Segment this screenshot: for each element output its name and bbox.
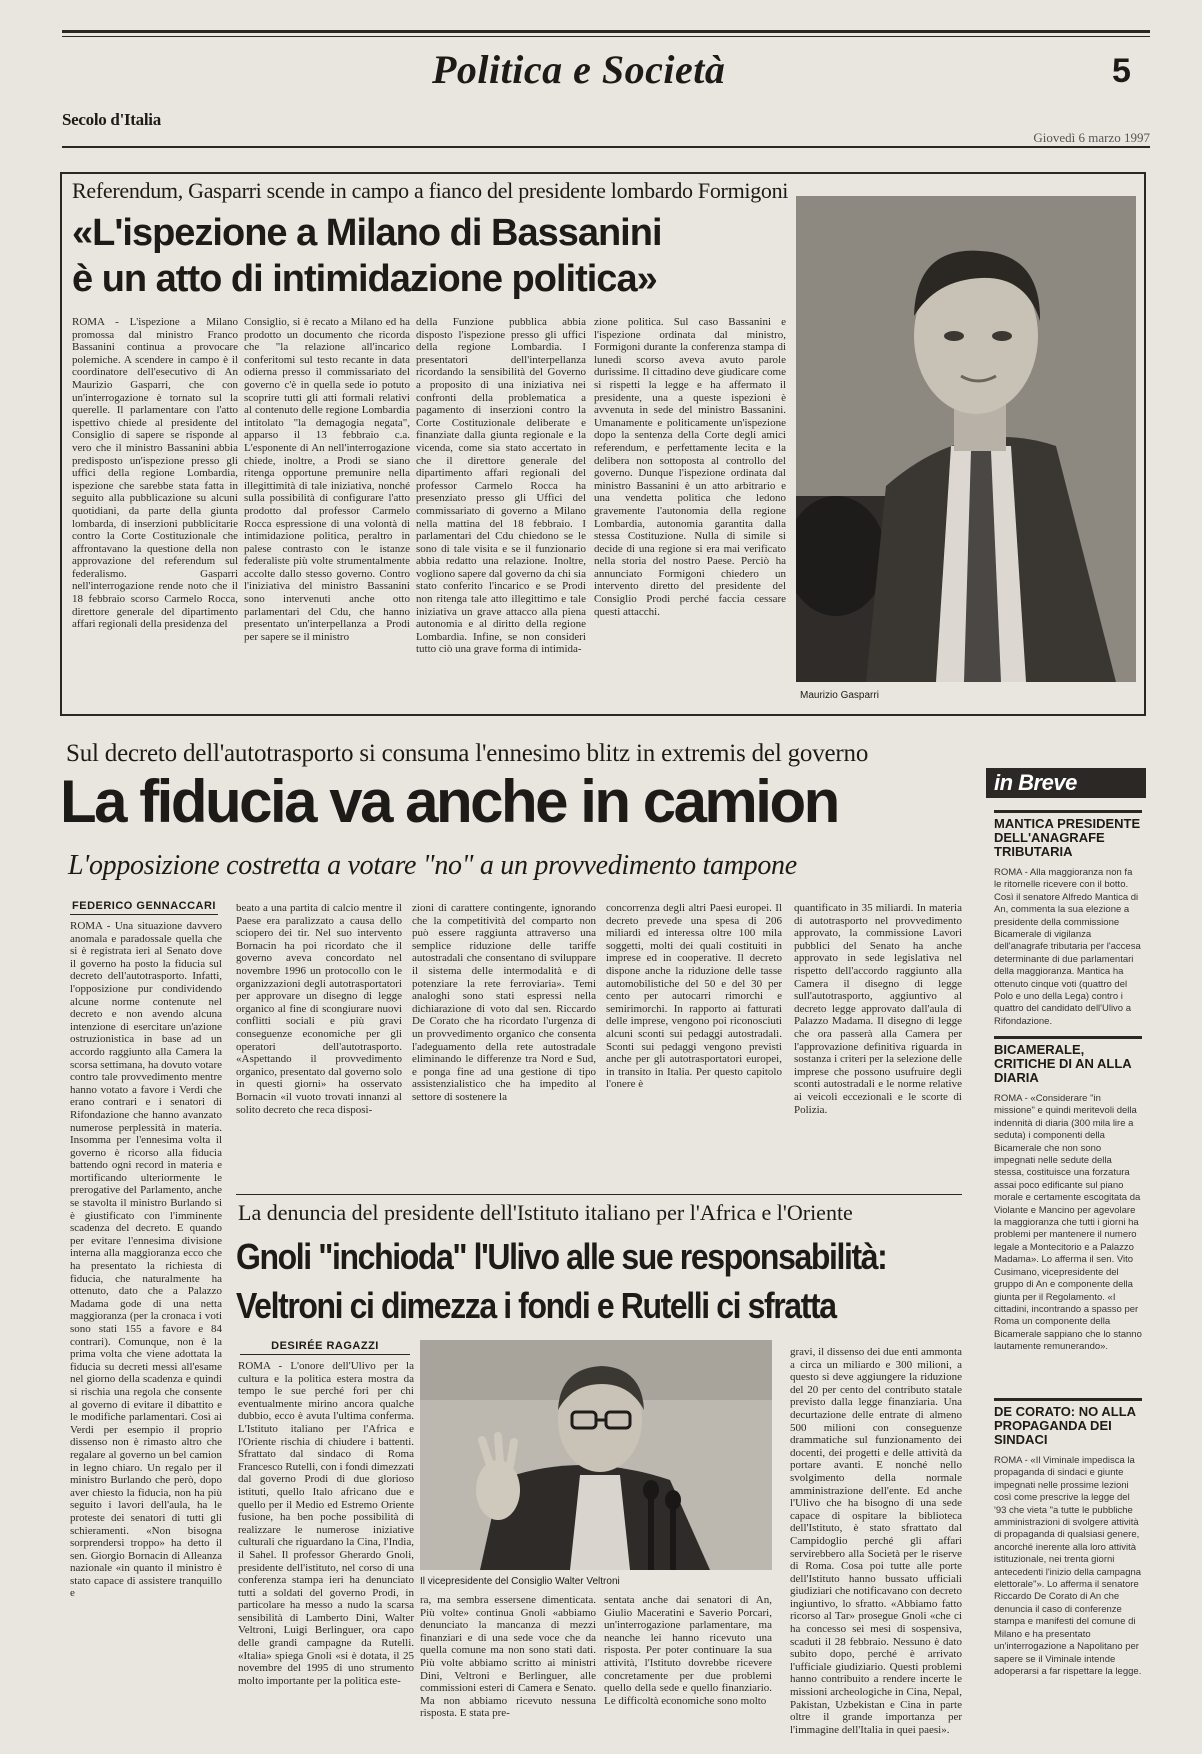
gasparri-photo-caption: Maurizio Gasparri — [800, 690, 879, 701]
article1-col3: della Funzione pubblica abbia disposto l'ispezione presso gli uffici della regione Lombardia. I presentatori dell'interpellanza ricordando la sensibilità del Governo a proposito di una iniziativa nei confronti della problematica a pagamento di inserzioni contro la Corte Costituzionale deliberate e finanziate dalla giunta regionale e la vicenda, come sia stato accertato in che il direttore generale del dipartimento affari regionali del professor Carmelo Rocca ha presenziato presso gli Uffici del commissariato di governo a Milano nella mattina del 18 febbraio. I parlamentari del Cdu chiedono se le sono di tale visita e se il funzionario abbia redatto una relazione. Inoltre, vogliono sapere dal governo da chi sia stato conferito l'incarico e se Prodi non ritenga tale atto illegittimo e tale iniziativa un grave attacco alla piena autonomia e al diritto della regione Lombardia. Infine, se non consideri tutto ciò una grave forma di intimida- — [416, 316, 586, 656]
article2-col3: zioni di carattere contingente, ignorando che la competitività del comparto non può essere raggiunta attraverso una semplice riduzione delle tariffe autostradali che consentano di sviluppare il sistema delle intermodalità e di potenziare la rete ferroviaria». Temi analoghi sono stati espressi nella dichiarazione di voto dal sen. Riccardo De Corato che ha ricordato l'urgenza di un provvedimento organico che consenta l'adeguamento della rete autostradale eliminando le differenze tra Nord e Sud, e ponga fine ad una gestione di tipo assistenzialistico che ha impedito al settore di sostenere la — [412, 902, 596, 1103]
article3-headline-line1: Gnoli "inchioda" l'Ulivo alle sue responsabilità: — [236, 1236, 887, 1277]
article3-headline-line2: Veltroni ci dimezza i fondi e Rutelli ci sfratta — [236, 1285, 836, 1327]
article3-col1: ROMA - L'onore dell'Ulivo per la cultura e la politica estera mostra da tempo le sue perché fori per chi eventualmente mirino ancora qualche dubbio, ecco è avuta l'ultima conferma. L'Istituto italiano per l'Africa e l'Oriente rischia di chiudere i battenti. Sfrattato dal sindaco di Roma Francesco Rutelli, con i fondi dimezzati dal governo Prodi di due glorioso istituti, quello Italo africano due e quello per il Medio ed Estremo Oriente fusione, ha ben poche possibilità di realizzare le numerose iniziative culturali che riguardano la Cina, l'India, il Sahel. Il professor Gherardo Gnoli, presidente dell'istituto, nel corso di una conferenza stampa ieri ha denunciato tutti a soldati del governo Prodi, in particolare ha messo a nudo la scarsa sensibilità di Lamberto Dini, Walter Veltroni, Luigi Berlinguer, ora capo delle grandi campagne da Rutelli. «Italia» spiega Gnoli «si è dotata, il 25 novembre del 1995 di uno strumento molto importante per la politica este- — [238, 1360, 414, 1687]
article1-headline — [72, 210, 792, 302]
article1-col4: zione politica. Sul caso Bassanini e l'ispezione ordinata dal ministro, Formigoni durante la conferenza stampa di lunedì scorso aveva avuto parole durissime. Il cittadino deve giudicare come si rispetti la legge e ha affermato il presidente, una a queste ispezioni è avvenuta in sede del ministro Bassanini. Umanamente e politicamente un'ispezione dopo la sentenza della Corte degli amici referendum, e perfettamente lecita e la delibera non sottoposta al controllo del governo. Dunque l'ispezione ordinata dal ministro Bassanini è un atto arbitrario e una vendetta politica che ledono gravemente l'autonomia della regione Lombardia, autonomia garantita dalla stessa Costituzione. Nulla di simile si decide di una regione si era mai verificato nella storia del nostro Paese. Perciò ha annunciato Formigoni chiedero un intervento diretto del presidente del Consiglio Prodi perché faccia cessare questi attacchi. — [594, 316, 786, 618]
article2-kicker: Sul decreto dell'autotrasporto si consuma l'ennesimo blitz in extremis del governo — [66, 740, 869, 767]
sidebar-item2 — [994, 1036, 1142, 1403]
paper-name: Secolo d'Italia — [62, 110, 161, 129]
article3-top-rule — [236, 1194, 962, 1195]
sidebar-item2-title: BICAMERALE, CRITICHE DI AN ALLA DIARIA — [994, 1042, 1132, 1085]
top-rule-thin — [62, 36, 1150, 37]
article2-col2: beato a una partita di calcio mentre il Paese era paralizzato a causa dello sciopero dei tir. Nel suo intervento Bornacin ha poi ricordato che il governo aveva concordato nel novembre 1996 un protocollo con le organizzazioni degli autotrasportatori per approvare un disegno di legge organico al fine di scongiurare nuovi conflitti sociali e più gravi conseguenze economiche per gli operatori dell'autotrasporto. «Aspettando il provvedimento organico, presentato dal governo solo in questi giorni» ha osservato Bornacin «il vuoto trovati innanzi al solito decreto che reca disposi- — [236, 902, 402, 1116]
article2-col1: ROMA - Una situazione davvero anomala e paradossale quella che si è registrata ieri al Senato dove il governo ha posto la fiducia sul decreto dell'autotrasporto. Infatti, l'opposizione pur condividendo alcune norme contenute nel decreto e non avendo alcuna intenzione di esercitare un'azione ostruzionistica in base ad un accordo raggiunto alla Camera la scorsa settimana, ha dovuto votare contro tale provvedimento mentre hanno votato a favore i Verdi che erano contrari e i senatori di Rifondazione che hanno avanzato numerose perplessità in materia. Insomma per l'ennesima volta il governo è ricorso alla fiducia battendo ogni record in materia e mortificando ulteriormente le prerogative del Parlamento, anche se stavolta il ministro Burlando si è giustificato con l'imminente scadenza del decreto. E quando per evitare l'ennesima divisione interna alla maggioranza ecco che ha presentato la richiesta di fiducia, che naturalmente ha ottenuto, dato che a Palazzo Madama gode di una netta maggioranza (per la cronaca i voti sono stati 155 a favore e 84 contrari). Comunque, non è la prima volta che viene adottata la fiducia su decreti messi all'esame nel giorno della scadenza e quindi si rischia una regola che consente al governo di evitare il dibattito e le modifiche parlamentari. Così ai Verdi per esempio il proprio dissenso non è rimasto altro che regalare al governo un bel camion in legno chiaro. Un regalo per il ministro Burlando che però, dopo aver chiesto la fiducia, non ha più seguito i lavori dell'aula, ha le proteste dei senatori di tutti gli schieramenti. «Non bisogna sorprendersi troppo» ha detto il sen. Giorgio Bornacin di Alleanza nazionale «in quanto il ministro è stato capace di assistere tranquillo e — [70, 920, 222, 1600]
sidebar-header: in Breve — [994, 770, 1077, 795]
article1-headline-line2: è un atto di intimidazione politica» — [72, 258, 657, 300]
article3-kicker: La denuncia del presidente dell'Istituto italiano per l'Africa e l'Oriente — [238, 1200, 853, 1225]
article1-headline-line1: «L'ispezione a Milano di Bassanini — [72, 212, 662, 254]
article3-col3: sentata anche dai senatori di An, Giulio Maceratini e Saverio Porcari, un'interrogazione parlamentare, ma neanche lei hanno ricevuto una risposta. Per poter continuare la sua attività, l'Istituto dovrebbe ricevere concretamente per due problemi quello della sede e quello finanziario. Le difficoltà economiche sono molto — [604, 1594, 772, 1707]
sidebar-item3-title: DE CORATO: NO ALLA PROPAGANDA DEI SINDACI — [994, 1404, 1136, 1447]
article1-col2: Consiglio, si è recato a Milano ed ha prodotto un documento che ricorda che "la relazione all'incarico conferitomi sul testo recante in data odierna presso il commissariato del governo c'è in quella sede io potuto scoprire tutti gli atti formali relativi al contenuto delle regione Lombardia intitolato "la demagogia negata", apparso il 13 febbraio c.a. L'esponente di An nell'interrogazione chiede, inoltre, a Prodi se siano ritenga opportune premunire nella illegittimità di tale iniziativa, nonché sulla possibilità di configurare l'atto prodotto dal professor Carmelo Rocca espressione di una volontà di intimidazione politica, peraltro in palese contrasto con le istanze federaliste più volte strumentalmente accolte dallo stesso governo. Contro l'iniziativa del ministro Bassanini sono intervenuti anche otto parlamentari del Cdu, che hanno presentato un'interpellanza a Prodi per sapere se il ministro — [244, 316, 410, 643]
article1-kicker: Referendum, Gasparri scende in campo a fianco del presidente lombardo Formigoni — [72, 178, 789, 203]
article3-headline — [236, 1232, 976, 1331]
article3-byline: DESIRÉE RAGAZZI — [240, 1340, 410, 1355]
gasparri-photo — [796, 196, 1136, 682]
issue-date: Giovedì 6 marzo 1997 — [1033, 130, 1150, 145]
article2-col4: concorrenza degli altri Paesi europei. Il decreto prevede una spesa di 206 miliardi ed interessa oltre 100 mila soggetti, molti dei quali costituiti in imprese ed in cooperative. Il decreto dispone anche la riduzione delle tasse automobilistiche del 50 e del 30 per cento per autocarri rimorchi e semirimorchi. In rapporto ai fatturati delle imprese, vengono poi riconosciuti alcuni sconti sui pedaggi autostradali. Sconti sui pedaggi vengono previsti anche per gli autotrasportatori europei, in transito in Italia. Per questo capitolo l'onere è — [606, 902, 782, 1091]
sidebar-item1-text: ROMA - Alla maggioranza non fa le ritornelle ricevere con il botto. Così il senatore Alfredo Mantica di An, commenta la sua elezione a presidente della commissione Bicamerale di vigilanza dell'anagrafe tributaria per l'accesa determinante di due parlamentari della maggioranza. Mantica ha ottenuto cinque voti (quattro del Polo e uno della Lega) contro i quattro del candidato dell'Ulivo a Rifondazione. — [994, 867, 1141, 1027]
sidebar-item2-text: ROMA - «Considerare "in missione" e quindi meritevoli della indennità di diaria (300 mila lire a seduta) i componenti della Bicamerale che non sono impegnati nelle sedute della stessa, costituisce una forzatura assai poco edificante sul piano morale e certamente escogitata da Violante e Mancino per agevolare la maggioranza che tutti i giorni ha problemi per mantenere il numero legale a Montecitorio e a Palazzo Madama». Lo afferma il sen. Vito Cusimano, vicepresidente del gruppo di An e componente della giunta per il Regolamento. «I cittadini, incontrando a spasso per Roma un componente della Bicamerale sappiano che lo stanno lautamente remunerando». — [994, 1093, 1142, 1353]
sidebar-item3-text: ROMA - «Il Viminale impedisca la propaganda di sindaci e giunte impegnati nelle prossime lezioni così come prescrive la legge del '93 che vieta "a tutte le pubbliche amministrazioni di svolgere attività di propaganda di qualsiasi genere, ancorché inerente alla loro attività istituzionale, nei trenta giorni antecedenti l'inizio della campagna elettorale"». Lo afferma il senatore Riccardo De Corato di An che denuncia il caso di conferenze stampa e manifesti del comune di Milano e ha presentato un'interrogazione a Napolitano per sapere se il Viminale intende adoperarsi a far rispettare la legge. — [994, 1455, 1142, 1677]
top-rule — [62, 30, 1150, 33]
sidebar-item1 — [994, 810, 1142, 1045]
article1-col1: ROMA - L'ispezione a Milano promossa dal ministro Franco Bassanini continua a provocare polemiche. A scendere in campo è il coordinatore dell'esecutivo di An Maurizio Gasparri, che con un'interrogazione è tornato sul la querelle. Il parlamentare con l'atto ispettivo chiede al presidente del Consiglio di sapere se risponde al vero che il ministro Bassanini abbia predisposto un'ispezione presso gli uffici della regione Lombardia, ispezione che sarebbe stata fatta in seguito alla pubblicazione su alcuni quotidiani, da parte della giunta lombarda, di inserzioni pubblicitarie contro la Corte Costituzionale che affrontavano la questione della non approvazione del referendum sul federalismo. Gasparri nell'interrogazione rende noto che il 18 febbraio scorso Carmelo Rocca, direttore generale del dipartimento affari regionali della presidenza del — [72, 316, 238, 631]
veltroni-photo — [420, 1340, 772, 1570]
masthead-bottom-rule — [62, 146, 1150, 148]
article2-col5: quantificato in 35 miliardi. In materia di autotrasporto nel provvedimento approvato, la commissione Lavori pubblici del Senato ha anche approvato in sede legislativa nel rispetto dell'accordo raggiunto alla Camera il disegno di legge sull'autotrasporto, aggiuntivo al decreto legge approvato dall'aula di Palazzo Madama. Il disegno di legge che ora passerà alla Camera per l'approvazione definitiva riguarda in sostanza i criteri per la selezione delle imprese che possono usufruire degli sconti autostradali e le norme relative ai veicoli eccezionali e le scorte di Polizia. — [794, 902, 962, 1116]
article3-col4: gravi, il dissenso dei due enti ammonta a circa un miliardo e 300 milioni, a questo si deve aggiungere la riduzione del 20 per cento del contributo statale previsto dalla legge finanziaria. Una decurtazione delle entrate di almeno 500 milioni con conseguenze drammatiche sul funzionamento dei docenti, dei progetti e delle attività da portare avanti. E nonché nello svolgimento della normale amministrazione dell'ente. Ed anche l'Ulivo che ha bisogno di una sede capace di ospitare la biblioteca dell'Istituto, è stato sfrattato dal Campidoglio perché gli affari servirebbero alla Società per le riserve di Roma. Cosa poi tutte alle porte dell'Istituto hanno bussato ufficiali giudiziari che notificavano con decreto ingiuntivo, lo sfratto. «Abbiamo fatto ricorso al Tar» prosegue Gnoli «che ci ha concesso sei mesi di sospensiva, scaduti il 28 febbraio. Nessuno è dato subito dopo, perché è arrivato l'ufficiale giudiziario. Questi problemi hanno contribuito a rendere incerte le missioni archeologiche in Cina, Nepal, Pakistan, Uzbekistan e Cina in parte oltre il grande importanza per l'immagine dell'Italia in quei paesi». — [790, 1346, 962, 1736]
sidebar-item1-title: MANTICA PRESIDENTE DELL'ANAGRAFE TRIBUTARIA — [994, 816, 1141, 859]
veltroni-figure — [420, 1340, 772, 1570]
page-number: 5 — [1112, 52, 1131, 90]
veltroni-photo-caption: Il vicepresidente del Consiglio Walter Veltroni — [420, 1576, 620, 1587]
section-title: Politica e Società — [432, 47, 726, 92]
article2-byline: FEDERICO GENNACCARI — [70, 900, 218, 915]
article2-subhead: L'opposizione costretta a votare "no" a un provvedimento tampone — [68, 850, 797, 881]
sidebar-item3 — [994, 1398, 1142, 1747]
gasparri-figure — [796, 196, 1136, 682]
article3-col2: ra, ma sembra essersene dimenticata. Più volte» continua Gnoli «abbiamo denunciato la mancanza di mezzi finanziari e di una sede voce che da quella comune ma non sono stati dati. Più volte abbiamo scritto ai ministri Dini, Veltroni e Berlinguer, alle commissioni esteri di Camera e Senato. Ma non abbiamo ricevuto nessuna risposta. E stata pre- — [420, 1594, 596, 1720]
article2-headline: La fiducia va anche in camion — [60, 768, 838, 835]
